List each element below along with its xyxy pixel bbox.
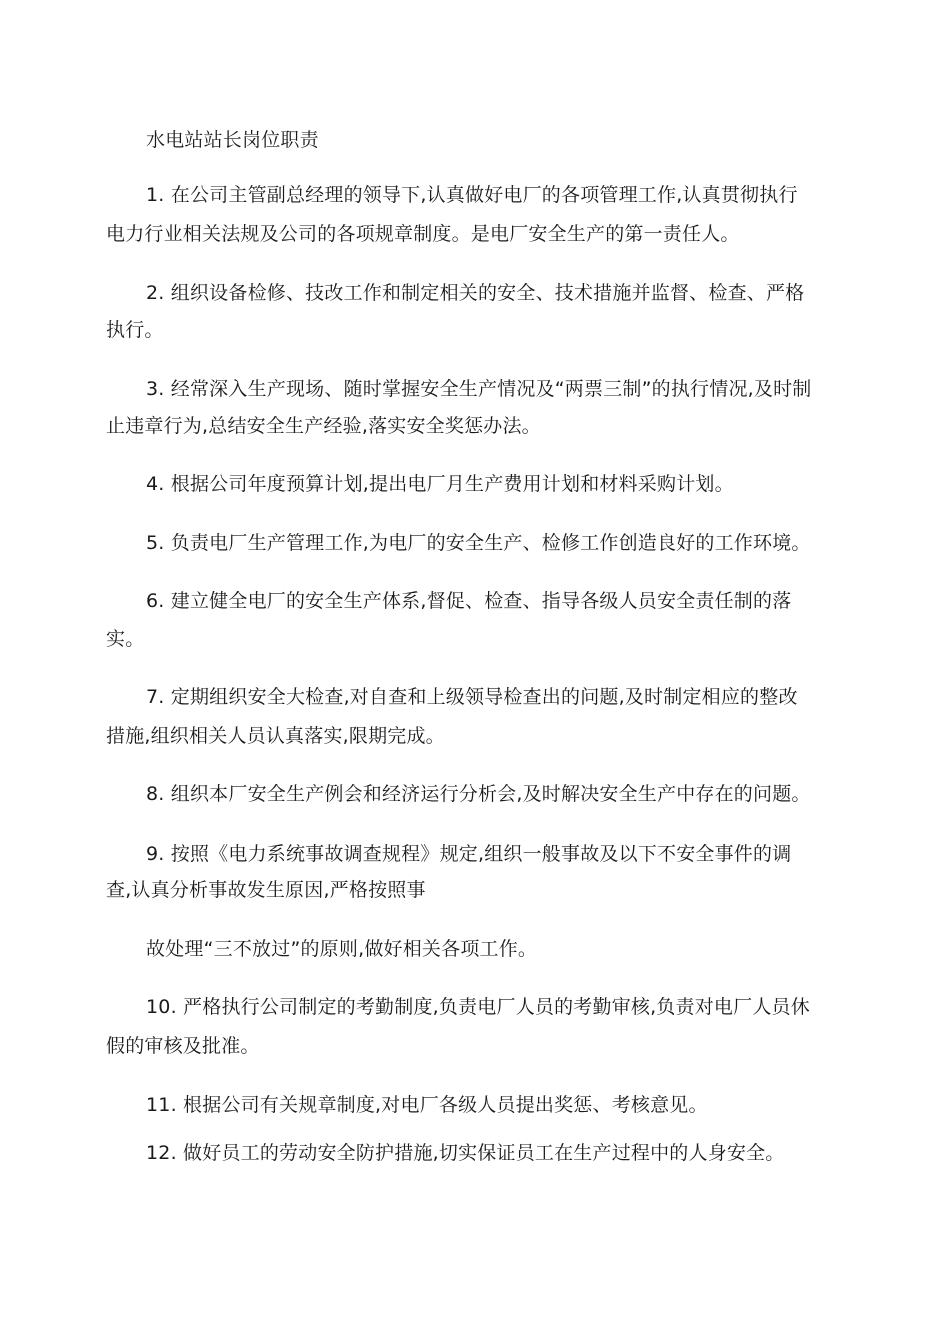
duty-7-line-2: 措施,组织相关人员认真落实,限期完成。	[106, 725, 445, 747]
duty-6-line-2: 实。	[106, 628, 145, 650]
duty-11-line-1: 11. 根据公司有关规章制度,对电厂各级人员提出奖惩、考核意见。	[146, 1094, 708, 1116]
duty-9-line-3: 故处理“三不放过”的原则,做好相关各项工作。	[146, 938, 538, 960]
duty-8-line-1: 8. 组织本厂安全生产例会和经济运行分析会,及时解决安全生产中存在的问题。	[146, 783, 811, 805]
duty-3-line-2: 止违章行为,总结安全生产经验,落实安全奖惩办法。	[106, 415, 541, 437]
duty-10-line-2: 假的审核及批准。	[106, 1035, 260, 1057]
duty-2-line-1: 2. 组织设备检修、技改工作和制定相关的安全、技术措施并监督、检查、严格	[146, 282, 805, 304]
document-title: 水电站站长岗位职责	[146, 129, 319, 151]
duty-5-line-1: 5. 负责电厂生产管理工作,为电厂的安全生产、检修工作创造良好的工作环境。	[146, 532, 811, 554]
duty-1-line-1: 1. 在公司主管副总经理的领导下,认真做好电厂的各项管理工作,认真贯彻执行	[146, 184, 798, 206]
duty-1-line-2: 电力行业相关法规及公司的各项规章制度。是电厂安全生产的第一责任人。	[106, 223, 740, 245]
duty-6-line-1: 6. 建立健全电厂的安全生产体系,督促、检查、指导各级人员安全责任制的落	[146, 590, 792, 612]
duty-10-line-1: 10. 严格执行公司制定的考勤制度,负责电厂人员的考勤审核,负责对电厂人员休	[146, 996, 810, 1018]
duty-12-line-1: 12. 做好员工的劳动安全防护措施,切实保证员工在生产过程中的人身安全。	[146, 1142, 785, 1164]
duty-7-line-1: 7. 定期组织安全大检查,对自查和上级领导检查出的问题,及时制定相应的整改	[146, 686, 798, 708]
duty-9-line-1: 9. 按照《电力系统事故调查规程》规定,组织一般事故及以下不安全事件的调	[146, 843, 792, 865]
duty-9-line-2: 查,认真分析事故发生原因,严格按照事	[106, 879, 426, 901]
duty-3-line-1: 3. 经常深入生产现场、随时掌握安全生产情况及“两票三制”的执行情况,及时制	[146, 378, 812, 400]
duty-4-line-1: 4. 根据公司年度预算计划,提出电厂月生产费用计划和材料采购计划。	[146, 473, 734, 495]
duty-2-line-2: 执行。	[106, 319, 164, 341]
